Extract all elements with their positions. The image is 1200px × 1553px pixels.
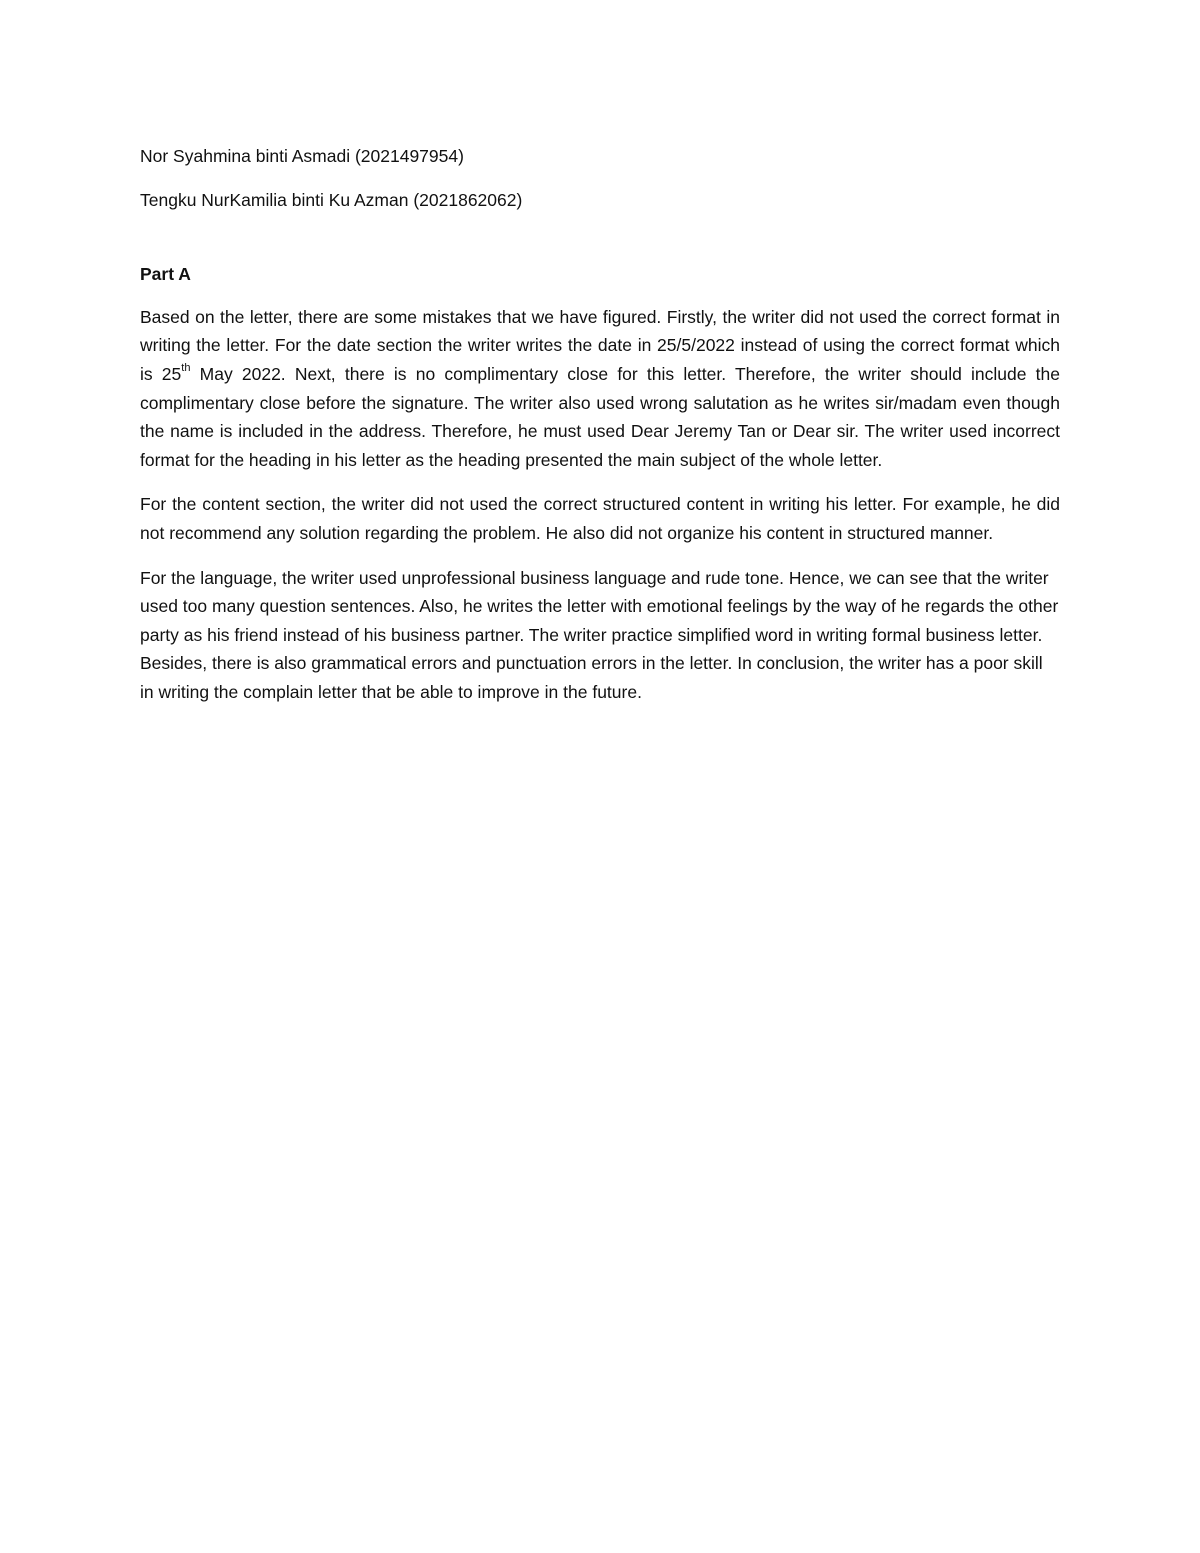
paragraph1-text-a: Based on the letter, there are some mistakes that we have figured. Firstly, the writer did not used the correct format in writing the letter. For the date section the writer writes the date in 25/5/2022 instead of using the correct format which is 25 <box>140 306 1060 384</box>
document-body <box>140 142 1060 723</box>
author-line-2: Tengku NurKamilia binti Ku Azman (2021862062) <box>140 189 523 210</box>
ordinal-suffix: th <box>181 362 191 375</box>
paragraph-language-section: For the language, the writer used unprofessional business language and rude tone. Hence, we can see that the writer used too many question sentences. Also, he writes the letter with emotional feelings by the way of he regards the other party as his friend instead of his business partner. The writer practice simplified word in writing formal business letter. Besides, there is also grammatical errors and punctuation errors in the letter. In conclusion, the writer has a poor skill in writing the complain letter that be able to improve in the future. <box>140 567 1059 702</box>
paragraph-content-section: For the content section, the writer did not used the correct structured content in writing his letter. For example, he did not recommend any solution regarding the problem. He also did not organize his content in structured manner. <box>140 494 1060 543</box>
author-line-1: Nor Syahmina binti Asmadi (2021497954) <box>140 146 464 166</box>
paragraph1-text-b: May 2022. Next, there is no complimentary close for this letter. Therefore, the writer should include the complimentary close before the signature. The writer also used wrong salutation as he writes sir/madam even though the name is included in the address. Therefore, he must used Dear Jeremy Tan or Dear sir. The writer used incorrect format for the heading in his letter as the heading presented the main subject of the whole letter. <box>140 363 1061 470</box>
paragraph-format-mistakes <box>140 303 1060 475</box>
section-heading: Part A <box>140 264 191 285</box>
